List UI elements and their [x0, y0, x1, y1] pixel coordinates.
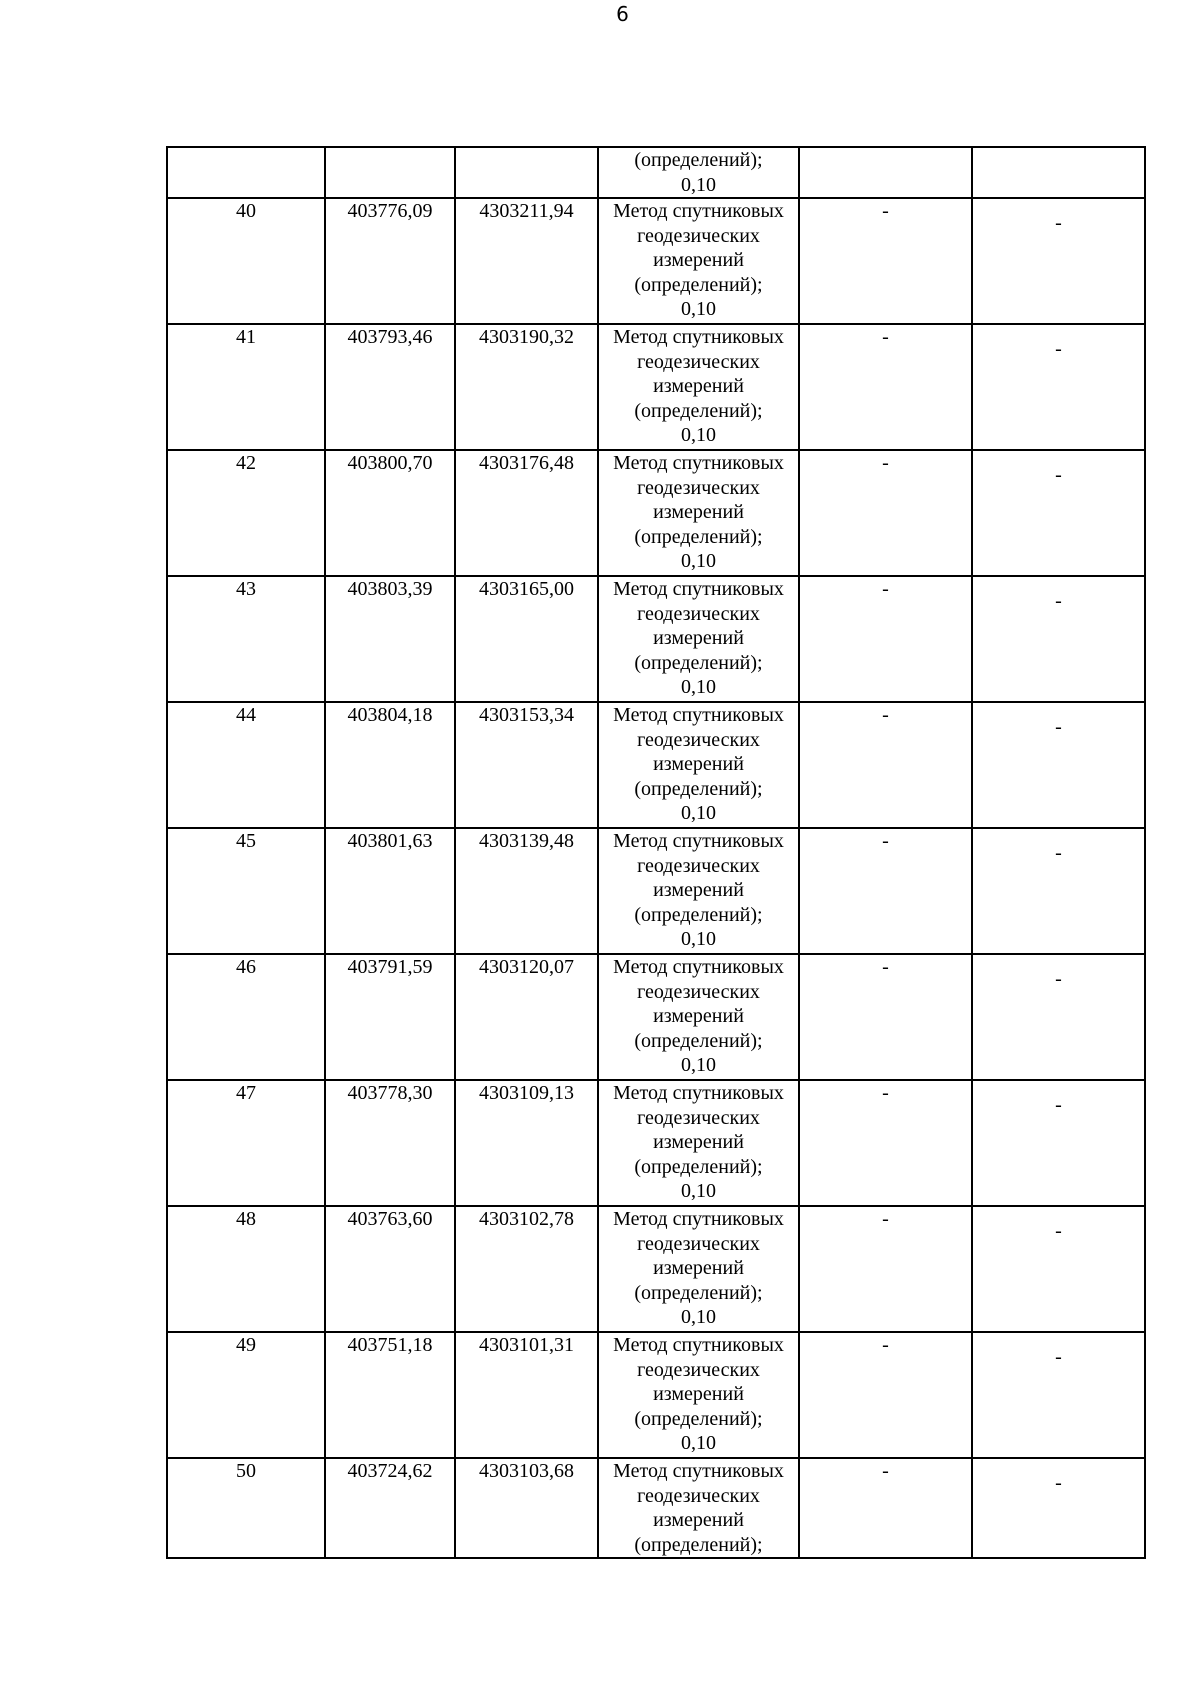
- cell-y: 4303103,68: [455, 1458, 598, 1558]
- cell-method: [598, 324, 799, 450]
- cell-num: 50: [167, 1458, 325, 1558]
- cell-col6: [972, 828, 1145, 954]
- method-line: (определений);: [634, 1155, 763, 1178]
- continuation-row: [167, 147, 1145, 198]
- cell-col6: [972, 954, 1145, 1080]
- method-line: геодезических: [637, 1484, 760, 1507]
- cell-col6-value: -: [1055, 590, 1062, 612]
- cell-x: 403800,70: [325, 450, 455, 576]
- accuracy-value: 0,10: [681, 424, 716, 446]
- accuracy-value: 0,10: [681, 676, 716, 698]
- method-line: геодезических: [637, 728, 760, 751]
- table-row: [167, 450, 1145, 576]
- cell-method: [598, 198, 799, 324]
- cell-col6-value: -: [1055, 968, 1062, 990]
- cell-col5: -: [799, 1206, 972, 1332]
- cell-col6: [972, 702, 1145, 828]
- cell-method: [598, 1332, 799, 1458]
- cell-num: 46: [167, 954, 325, 1080]
- method-line: геодезических: [637, 980, 760, 1003]
- cell-col5: -: [799, 576, 972, 702]
- cell-col6: [972, 1458, 1145, 1558]
- cell-y: 4303211,94: [455, 198, 598, 324]
- cell-y: 4303109,13: [455, 1080, 598, 1206]
- cell-col5: -: [799, 1080, 972, 1206]
- cell-num: 41: [167, 324, 325, 450]
- cell-y: 4303101,31: [455, 1332, 598, 1458]
- cell-method: [598, 1080, 799, 1206]
- cell-y: 4303102,78: [455, 1206, 598, 1332]
- cell-col6-value: -: [1055, 716, 1062, 738]
- cell-col6: [972, 450, 1145, 576]
- cell-col6-value: -: [1055, 338, 1062, 360]
- method-line: измерений: [653, 1005, 744, 1027]
- accuracy-value: 0,10: [681, 298, 716, 320]
- cell-num: 49: [167, 1332, 325, 1458]
- cell-num: 40: [167, 198, 325, 324]
- table-row: [167, 1332, 1145, 1458]
- cell-num: 47: [167, 1080, 325, 1206]
- method-line: Метод спутниковых: [613, 704, 784, 726]
- method-line: Метод спутниковых: [613, 1460, 784, 1482]
- table-row: [167, 702, 1145, 828]
- cell-col6-value: -: [1055, 1472, 1062, 1494]
- cell-col6-value: -: [1055, 1094, 1062, 1116]
- method-line: геодезических: [637, 224, 760, 247]
- method-line: Метод спутниковых: [613, 1334, 784, 1356]
- table-row: [167, 828, 1145, 954]
- cell-x: 403804,18: [325, 702, 455, 828]
- method-line: геодезических: [637, 476, 760, 499]
- method-line: измерений: [653, 1383, 744, 1405]
- accuracy-value: 0,10: [681, 1054, 716, 1076]
- method-line: измерений: [653, 249, 744, 271]
- cell-x: 403803,39: [325, 576, 455, 702]
- cell-col5: -: [799, 1458, 972, 1558]
- method-line: измерений: [653, 1257, 744, 1279]
- cell-col5: -: [799, 450, 972, 576]
- method-line: Метод спутниковых: [613, 830, 784, 852]
- table-row: [167, 1458, 1145, 1558]
- cell-method: [598, 954, 799, 1080]
- cell-col6-value: -: [1055, 212, 1062, 234]
- cell-col6: [972, 1332, 1145, 1458]
- cell-method: [598, 147, 799, 198]
- cell-num: [167, 147, 325, 198]
- method-line: (определений);: [634, 651, 763, 674]
- method-line: (определений);: [634, 399, 763, 422]
- cell-col6: [972, 147, 1145, 198]
- accuracy-value: 0,10: [681, 1180, 716, 1202]
- method-line: геодезических: [637, 854, 760, 877]
- cell-method: [598, 450, 799, 576]
- table-row: [167, 324, 1145, 450]
- cell-col6: [972, 576, 1145, 702]
- accuracy-value: 0,10: [681, 802, 716, 824]
- cell-x: 403763,60: [325, 1206, 455, 1332]
- method-line: (определений);: [634, 1029, 763, 1052]
- coordinates-table: [166, 146, 1146, 1559]
- method-line: (определений);: [634, 1281, 763, 1304]
- cell-col5: -: [799, 828, 972, 954]
- cell-y: 4303153,34: [455, 702, 598, 828]
- cell-x: 403751,18: [325, 1332, 455, 1458]
- method-line: (определений);: [634, 149, 763, 171]
- cell-num: 42: [167, 450, 325, 576]
- cell-col6-value: -: [1055, 842, 1062, 864]
- cell-col6: [972, 198, 1145, 324]
- method-line: (определений);: [634, 273, 763, 296]
- cell-num: 45: [167, 828, 325, 954]
- cell-method: [598, 1458, 799, 1558]
- cell-col6-value: -: [1055, 1346, 1062, 1368]
- cell-y: [455, 147, 598, 198]
- method-line: измерений: [653, 1509, 744, 1531]
- method-line: (определений);: [634, 1407, 763, 1430]
- cell-col5: [799, 147, 972, 198]
- cell-y: 4303190,32: [455, 324, 598, 450]
- table-row: [167, 576, 1145, 702]
- cell-method: [598, 828, 799, 954]
- table-row: [167, 198, 1145, 324]
- method-line: Метод спутниковых: [613, 452, 784, 474]
- cell-col6: [972, 1080, 1145, 1206]
- cell-col6: [972, 324, 1145, 450]
- cell-col5: -: [799, 1332, 972, 1458]
- method-line: геодезических: [637, 1232, 760, 1255]
- table-body: [167, 147, 1145, 1558]
- cell-num: 44: [167, 702, 325, 828]
- accuracy-value: 0,10: [681, 550, 716, 572]
- method-line: геодезических: [637, 350, 760, 373]
- method-line: измерений: [653, 1131, 744, 1153]
- cell-col6-value: -: [1055, 1220, 1062, 1242]
- accuracy-value: 0,10: [681, 1306, 716, 1328]
- method-line: Метод спутниковых: [613, 1082, 784, 1104]
- method-line: Метод спутниковых: [613, 1208, 784, 1230]
- cell-method: [598, 1206, 799, 1332]
- cell-y: 4303176,48: [455, 450, 598, 576]
- method-line: Метод спутниковых: [613, 200, 784, 222]
- method-line: измерений: [653, 375, 744, 397]
- accuracy-value: 0,10: [681, 1432, 716, 1454]
- table-row: [167, 954, 1145, 1080]
- method-line: (определений);: [634, 525, 763, 548]
- cell-x: 403801,63: [325, 828, 455, 954]
- cell-col6: [972, 1206, 1145, 1332]
- method-line: (определений);: [634, 903, 763, 926]
- page-number: 6: [616, 2, 629, 26]
- cell-col6-value: -: [1055, 464, 1062, 486]
- method-line: геодезических: [637, 602, 760, 625]
- method-line: Метод спутниковых: [613, 578, 784, 600]
- cell-y: 4303120,07: [455, 954, 598, 1080]
- cell-col5: -: [799, 198, 972, 324]
- method-line: геодезических: [637, 1106, 760, 1129]
- accuracy-value: 0,10: [681, 928, 716, 950]
- method-line: измерений: [653, 753, 744, 775]
- cell-x: 403776,09: [325, 198, 455, 324]
- cell-col5: -: [799, 954, 972, 1080]
- cell-col5: -: [799, 324, 972, 450]
- cell-x: 403791,59: [325, 954, 455, 1080]
- cell-y: 4303139,48: [455, 828, 598, 954]
- cell-col5: -: [799, 702, 972, 828]
- cell-x: 403778,30: [325, 1080, 455, 1206]
- cell-method: [598, 576, 799, 702]
- cell-x: 403793,46: [325, 324, 455, 450]
- method-line: Метод спутниковых: [613, 326, 784, 348]
- cell-method: [598, 702, 799, 828]
- method-line: геодезических: [637, 1358, 760, 1381]
- method-line: измерений: [653, 879, 744, 901]
- cell-y: 4303165,00: [455, 576, 598, 702]
- method-line: Метод спутниковых: [613, 956, 784, 978]
- table-row: [167, 1080, 1145, 1206]
- method-line: измерений: [653, 627, 744, 649]
- table-row: [167, 1206, 1145, 1332]
- method-line: (определений);: [634, 1533, 763, 1556]
- cell-num: 43: [167, 576, 325, 702]
- method-line: (определений);: [634, 777, 763, 800]
- accuracy-value: 0,10: [681, 173, 716, 196]
- method-line: измерений: [653, 501, 744, 523]
- cell-num: 48: [167, 1206, 325, 1332]
- cell-x: 403724,62: [325, 1458, 455, 1558]
- cell-x: [325, 147, 455, 198]
